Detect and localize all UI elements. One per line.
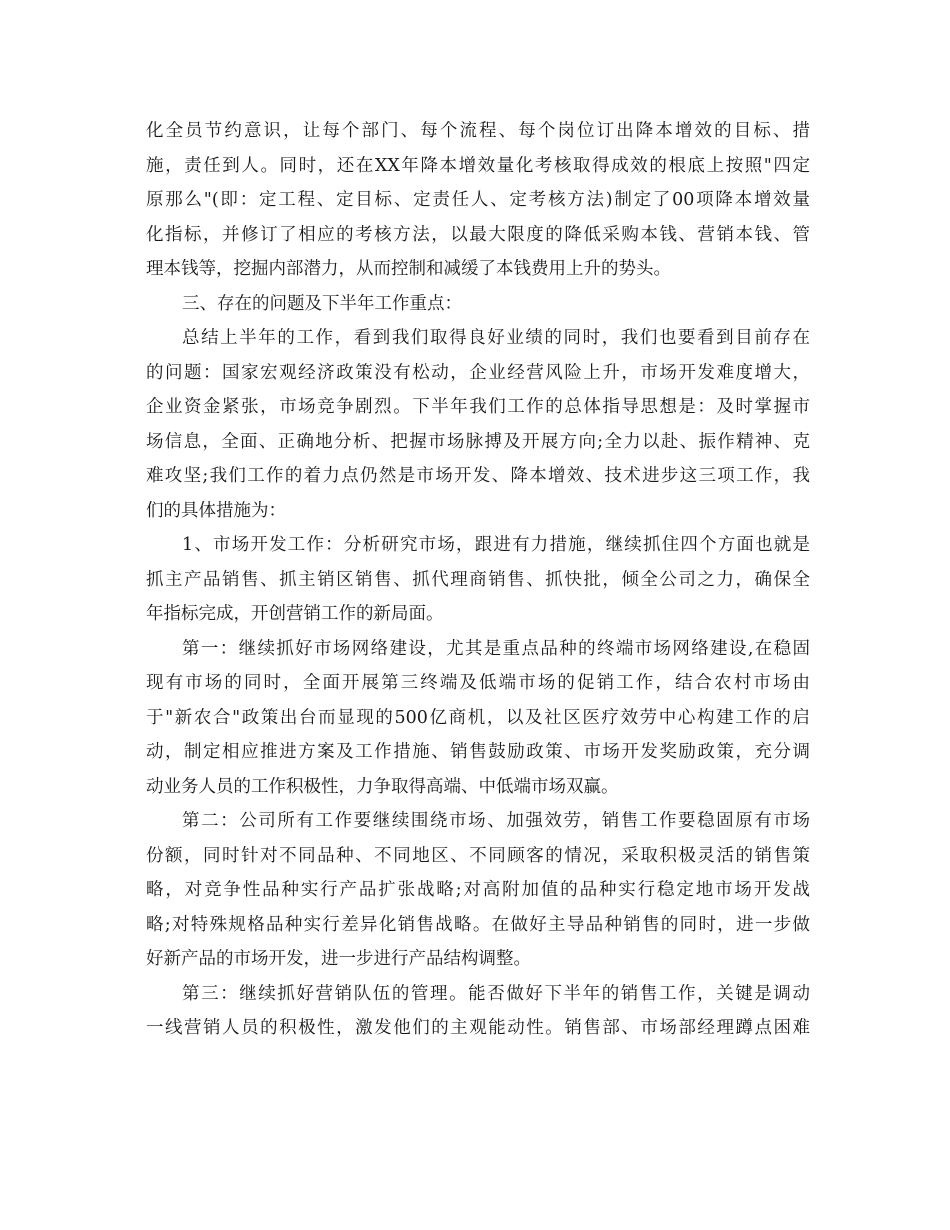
- text-line: 略，对竞争性品种实行产品扩张战略;对高附加值的品种实行稳定地市场开发战: [146, 880, 810, 900]
- text-line: 的问题：国家宏观经济政策没有松动，企业经营风险上升，市场开发难度增大，: [146, 362, 810, 383]
- document-page: [146, 114, 810, 1046]
- paragraph-first-point: [146, 632, 810, 805]
- text-line: 好新产品的市场开发，进一步进行产品结构调整。: [146, 949, 531, 969]
- text-line: 难攻坚;我们工作的着力点仍然是市场开发、降本增效、技术进步这三项工作，我: [146, 466, 810, 486]
- text-line: 抓主产品销售、抓主销区销售、抓代理商销售、抓快批，倾全公司之力，确保全: [146, 569, 810, 590]
- text-line: 三、存在的问题及下半年工作重点：: [182, 293, 462, 314]
- text-line: 第二：公司所有工作要继续围绕市场、加强效劳，销售工作要稳固原有市场: [182, 811, 810, 831]
- text-line: 于"新农合"政策出台而显现的500亿商机，以及社区医疗效劳中心构建工作的启: [146, 707, 810, 728]
- text-line: 份额，同时针对不同品种、不同地区、不同顾客的情况，采取积极灵活的销售策: [146, 845, 810, 866]
- paragraph-cost-reduction: [146, 114, 810, 287]
- text-line: 场信息，全面、正确地分析、把握市场脉搏及开展方向;全力以赴、振作精神、克: [146, 431, 810, 452]
- text-line: 企业资金紧张，市场竞争剧烈。下半年我们工作的总体指导思想是：及时掌握市: [146, 397, 810, 417]
- text-line: 们的具体措施为：: [146, 500, 286, 521]
- paragraph-third-point: [146, 977, 810, 1046]
- text-line: 第一：继续抓好市场网络建设，尤其是重点品种的终端市场网络建设,在稳固: [182, 638, 810, 659]
- text-line: 施，责任到人。同时，还在XX年降本增效量化考核取得成效的根底上按照"四定: [146, 155, 810, 176]
- paragraph-market-development: [146, 528, 810, 632]
- text-line: 现有市场的同时，全面开展第三终端及低端市场的促销工作，结合农村市场由: [146, 673, 810, 693]
- paragraph-summary: [146, 321, 810, 528]
- text-line: 1、市场开发工作：分析研究市场，跟进有力措施，继续抓住四个方面也就是: [182, 535, 810, 555]
- text-line: 动业务人员的工作积极性，力争取得高端、中低端市场双赢。: [146, 776, 619, 797]
- text-line: 一线营销人员的积极性，激发他们的主观能动性。销售部、市场部经理蹲点困难: [146, 1018, 810, 1038]
- text-line: 总结上半年的工作，看到我们取得良好业绩的同时，我们也要看到目前存在: [182, 328, 810, 348]
- text-line: 动，制定相应推进方案及工作措施、销售鼓励政策、市场开发奖励政策，充分调: [146, 742, 810, 762]
- text-line: 略;对特殊规格品种实行差异化销售战略。在做好主导品种销售的同时，进一步做: [146, 914, 810, 935]
- text-line: 化指标，并修订了相应的考核方法，以最大限度的降低采购本钱、营销本钱、管: [146, 224, 810, 245]
- text-line: 理本钱等，挖掘内部潜力，从而控制和减缓了本钱费用上升的势头。: [146, 259, 671, 279]
- text-line: 第三：继续抓好营销队伍的管理。能否做好下半年的销售工作，关键是调动: [182, 983, 810, 1004]
- paragraph-second-point: [146, 804, 810, 977]
- section-heading-problems: [146, 287, 810, 322]
- text-line: 化全员节约意识，让每个部门、每个流程、每个岗位订出降本增效的目标、措: [146, 121, 810, 141]
- text-line: 原那么"(即：定工程、定目标、定责任人、定考核方法)制定了00项降本增效量: [146, 190, 810, 210]
- text-line: 年指标完成，开创营销工作的新局面。: [146, 604, 444, 624]
